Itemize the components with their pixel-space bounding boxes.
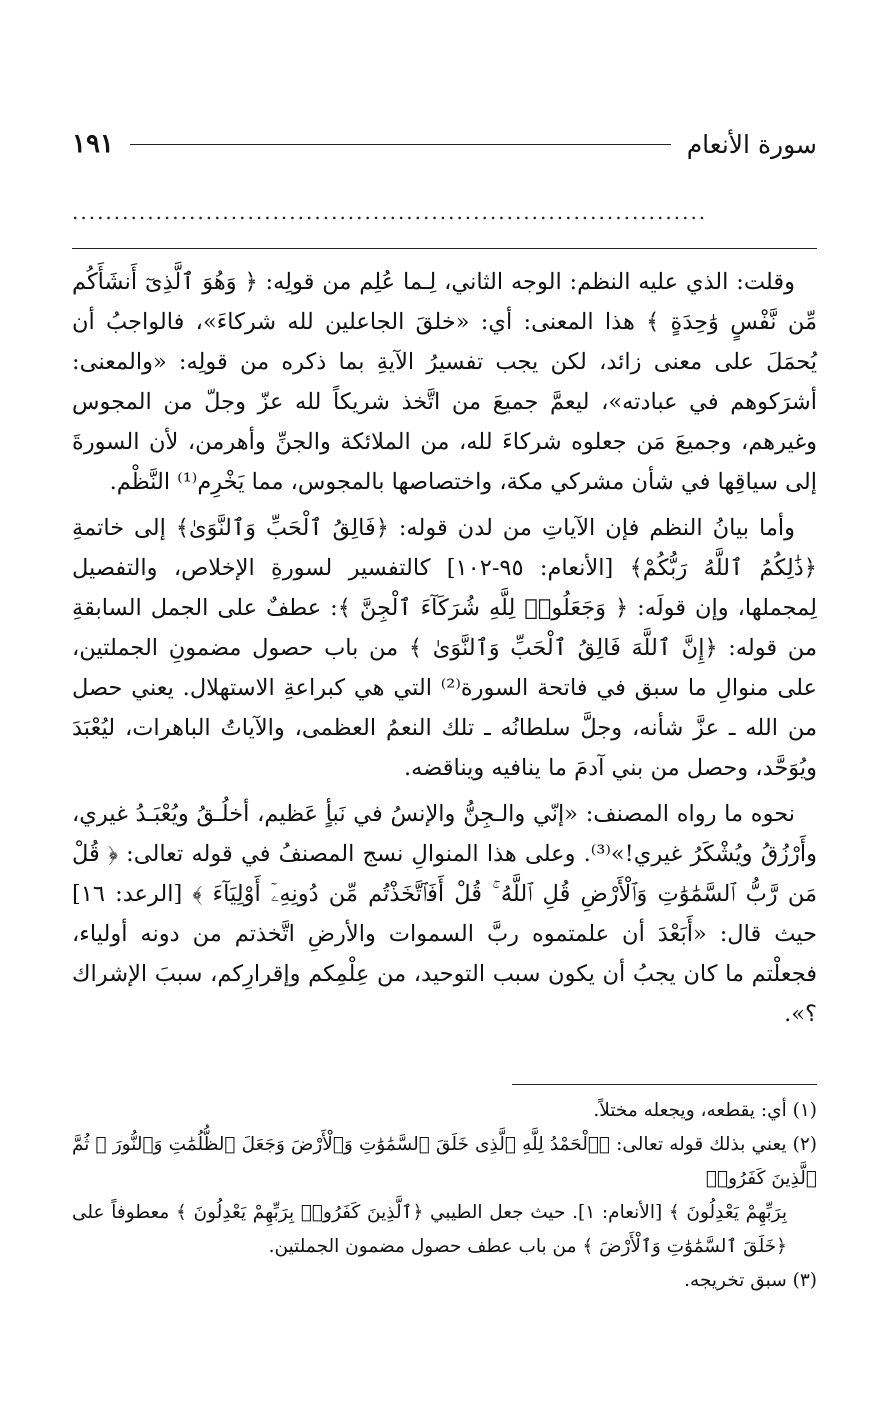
paragraph: وأما بيانُ النظم فإن الآياتِ من لدن قوله: ﴿فَالِقُ ٱلْحَبِّ وَٱلنَّوَىٰ﴾ إلى خاتمةِ ﴿ذَٰلِكُمُ ٱللَّهُ رَبُّكُمْ﴾ [الأنعام: ٩٥-١٠٢] كالتفسير لسورةِ الإخلاص، والتفصيل لِمجملها، وإن قولَه: ﴿ وَجَعَلُوا۟ لِلَّهِ شُرَكَآءَ ٱلْجِنَّ ﴾: عطفٌ على الجمل السابقةِ من قوله: ﴿إِنَّ ٱللَّهَ فَالِقُ ٱلْحَبِّ وَٱلنَّوَىٰ ﴾ من باب حصول مضمونِ الجملتين، على منوالِ ما سبق في فاتحة السورة⁽²⁾ التي هي كبراعةِ الاستهلال. يعني حصل من الله ـ عزَّ شأنه، وجلَّ سلطانُه ـ تلك النعمُ العظمى، والآياتُ الباهرات، ليُعْبَدَ ويُوَحَّد، وحصل من بني آدمَ ما ينافيه ويناقضه. (72, 515, 817, 781)
text-top-rule (72, 248, 817, 249)
footnote-rule (512, 1084, 817, 1085)
footnotes (72, 1094, 817, 1298)
surah-title: سورة الأنعام (686, 129, 817, 159)
dotted-separator: ............................................................................ (72, 200, 708, 224)
footnote-item: (١) أي: يقطعه، ويجعله مختلاً. (593, 1100, 817, 1121)
page-header (72, 122, 817, 166)
paragraph: نحوه ما رواه المصنف: «إنّي والـجِنُّ والإنسُ في نَبأٍ عَظيم، أخلُـقُ ويُعْبَـدُ غيري، وأَرْزُقُ ويُشْكَرُ غيري!»⁽³⁾. وعلى هذا المنوالِ نسج المصنفُ في قوله تعالى: ﴿ قُلْ مَن رَّبُّ ٱلسَّمَٰوَٰتِ وَٱلْأَرْضِ قُلِ ٱللَّهُ ۚ قُلْ أَفَٱتَّخَذْتُم مِّن دُونِهِۦٓ أَوْلِيَآءَ ﴾ [الرعد: ١٦] حيث قال: «أَبَعْدَ أن علمتموه ربَّ السموات والأرضِ اتَّخذتم من دونه أولياء، فجعلْتم ما كان يجبُ أن يكون سبب التوحيد، من عِلْمِكم وإقرارِكم، سببَ الإشراك ؟». (72, 801, 817, 1027)
page-number: ١٩١ (72, 129, 114, 159)
header-rule (130, 144, 671, 145)
paragraph: وقلت: الذي عليه النظم: الوجه الثاني، لِـما عُلِم من قولِه: ﴿ وَهُوَ ٱلَّذِىٓ أَنشَأَكُم مِّن نَّفْسٍ وَٰحِدَةٍ ﴾ هذا المعنى: أي: «خلقَ الجاعلين لله شركاءَ»، فالواجبُ أن يُحمَلَ على معنى زائد، لكن يجب تفسيرُ الآيةِ بما ذكره من قولِه: «والمعنى: أشرَكوهم في عبادته»، ليعمَّ جميعَ من اتَّخذ شريكاً لله عزّ وجلّ من المجوس وغيرهم، وجميعَ مَن جعلوه شركاءَ لله، من الملائكة والجنِّ وأهرمن، لأن السورةَ إلى سياقِها في شأن مشركي مكة، واختصاصها بالمجوس، مما يَخْرِم⁽¹⁾ النَّظْم. (72, 269, 817, 495)
footnote-continuation: بِرَبِّهِمْ يَعْدِلُونَ ﴾ [الأنعام: ١]. حيث جعل الطيبي ﴿ٱلَّذِينَ كَفَرُوا۟ بِرَبِّهِمْ يَعْدِلُونَ ﴾ معطوفاً على ﴿خَلَقَ ٱلسَّمَٰوَٰتِ وَٱلْأَرْضَ ﴾ من باب عطف حصول مضمون الجملتين. (72, 1202, 788, 1257)
footnote-item: (٣) سبق تخريجه. (684, 1270, 817, 1291)
main-text (72, 262, 817, 1040)
footnote-item: (٢) يعني بذلك قوله تعالى: ﴿ٱلْحَمْدُ لِلَّهِ ٱلَّذِى خَلَقَ ٱلسَّمَٰوَٰتِ وَٱلْأَرْضَ وَجَعَلَ ٱلظُّلُمَٰتِ وَٱلنُّورَ ۖ ثُمَّ ٱلَّذِينَ كَفَرُوا۟ (72, 1134, 817, 1189)
